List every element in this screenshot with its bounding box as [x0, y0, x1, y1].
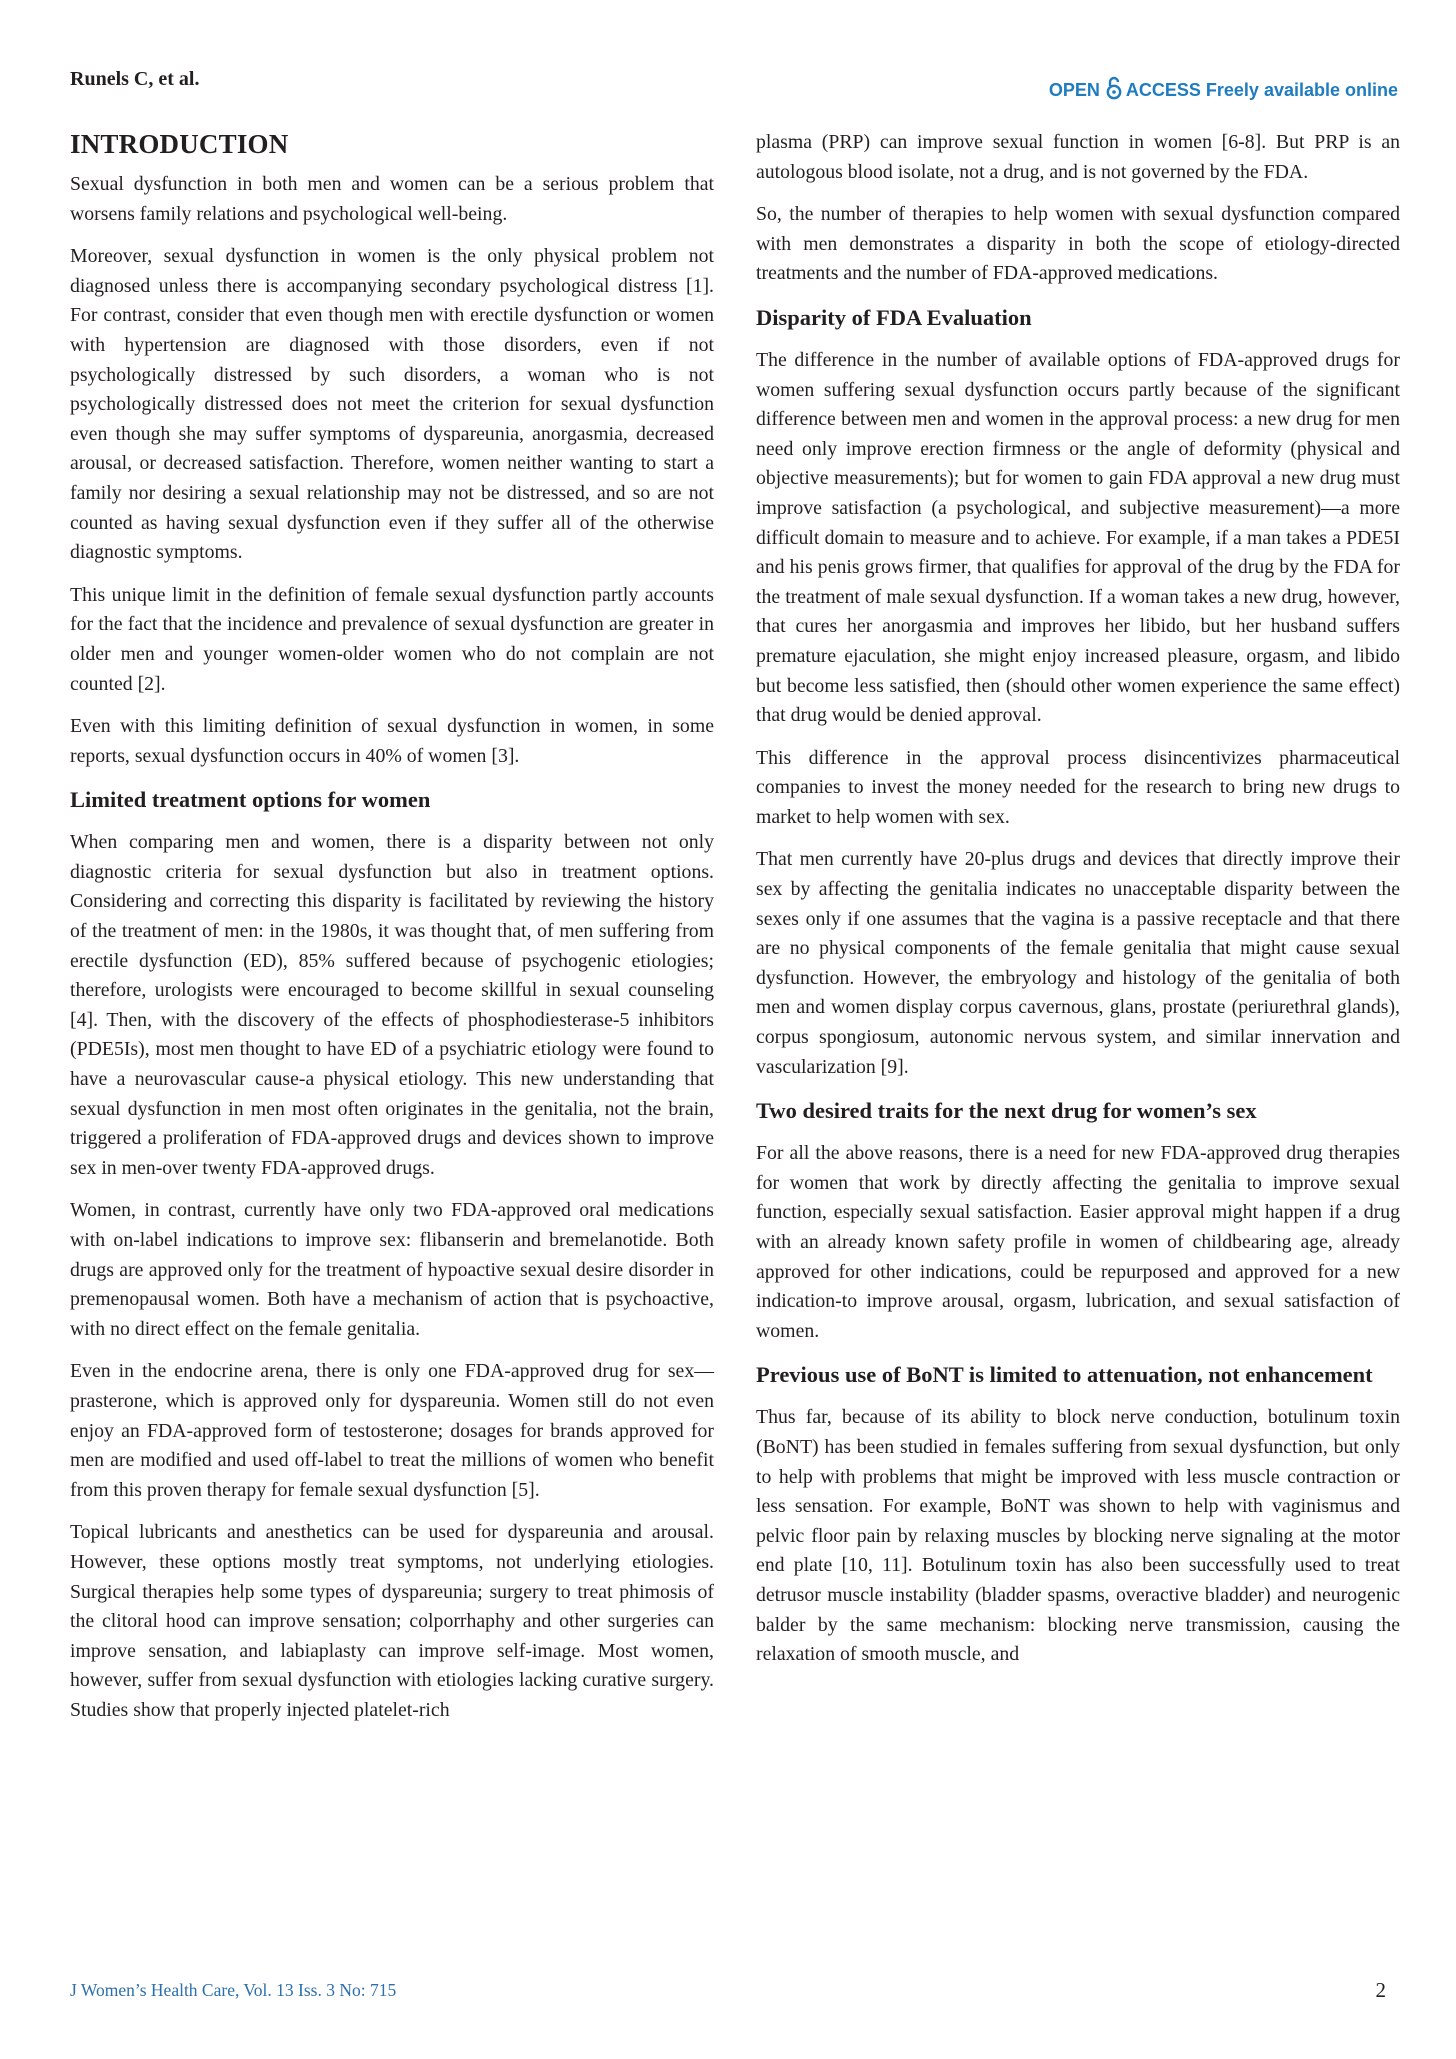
paragraph: plasma (PRP) can improve sexual function in women [6-8]. But PRP is an autologous blood isolate, not a drug, and is not governed by the FDA.	[756, 131, 1400, 183]
paragraph: Sexual dysfunction in both men and women can be a serious problem that worsens family relations and psychological well-being.	[70, 173, 714, 225]
paragraph: Moreover, sexual dysfunction in women is the only physical problem not diagnosed unless there is accompanying secondary psychological distress [1]. For contrast, consider that even though men with erectile dysfunction or women with hypertension are diagnosed with those disorders, even if not psychologically distressed by such disorders, a woman who is not psychologically distressed does not meet the criterion for sexual dysfunction even though she may suffer symptoms of dyspareunia, anorgasmia, decreased arousal, or decreased satisfaction. Therefore, women neither wanting to start a family nor desiring a sexual relationship may not be distressed, and so are not counted as having sexual dysfunction even if they suffer all of the otherwise diagnostic symptoms.	[70, 245, 714, 564]
paragraph: So, the number of therapies to help women with sexual dysfunction compared with men demonstrates a disparity in both the scope of etiology-directed treatments and the number of FDA-approved medications.	[756, 203, 1400, 285]
limited-treatment-heading: Limited treatment options for women	[70, 787, 431, 813]
left-column	[70, 128, 714, 1739]
paragraph: Even with this limiting definition of sexual dysfunction in women, in some reports, sexual dysfunction occurs in 40% of women [3].	[70, 715, 714, 767]
right-column	[756, 128, 1400, 1683]
footer-journal-citation: J Women’s Health Care, Vol. 13 Iss. 3 No: 715	[70, 1980, 397, 2000]
paragraph: For all the above reasons, there is a need for new FDA-approved drug therapies for women that work by directly affecting the genitalia to improve sexual function, especially sexual satisfaction. Easier approval might happen if a drug with an already known safety profile in women of childbearing age, already approved for other indications, could be repurposed and approved for a new indication-to improve arousal, orgasm, lubrication, and sexual satisfaction of women.	[756, 1142, 1400, 1342]
paragraph: When comparing men and women, there is a disparity between not only diagnostic criteria for sexual dysfunction but also in treatment options. Considering and correcting this disparity is facilitated by reviewing the history of the treatment of men: in the 1980s, it was thought that, of men suffering from erectile dysfunction (ED), 85% suffered because of psychogenic etiologies; therefore, urologists were encouraged to become skillful in sexual counseling [4]. Then, with the discovery of the effects of phosphodiesterase-5 inhibitors (PDE5Is), most men thought to have ED of a psychiatric etiology were found to have a neurovascular cause-a physical etiology. This new understanding that sexual dysfunction in men most often originates in the genitalia, not the brain, triggered a proliferation of FDA-approved drugs and devices shown to improve sex in men-over twenty FDA-approved drugs.	[70, 831, 714, 1179]
paragraph: That men currently have 20-plus drugs and devices that directly improve their sex by affecting the genitalia indicates no unacceptable disparity between the sexes only if one assumes that the vagina is a passive receptacle and that there are no physical components of the female genitalia that might cause sexual dysfunction. However, the embryology and histology of the genitalia of both men and women display corpus cavernous, glans, prostate (periurethral glands), corpus spongiosum, autonomic nervous system, and similar innervation and vascularization [9].	[756, 848, 1400, 1078]
paragraph: Even in the endocrine arena, there is only one FDA-approved drug for sex—prasterone, which is approved only for dyspareunia. Women still do not even enjoy an FDA-approved form of testosterone; dosages for brands approved for men are modified and used off-label to treat the millions of women who benefit from this proven therapy for female sexual dysfunction [5].	[70, 1360, 714, 1501]
page-number: 2	[1375, 1978, 1386, 2002]
introduction-heading: INTRODUCTION	[70, 129, 289, 159]
bont-heading: Previous use of BoNT is limited to attenuation, not enhancement	[756, 1362, 1373, 1388]
open-lock-icon	[1106, 76, 1122, 105]
paragraph: Topical lubricants and anesthetics can be used for dyspareunia and arousal. However, these options mostly treat symptoms, not underlying etiologies. Surgical therapies help some types of dyspareunia; surgery to treat phimosis of the clitoral hood can improve sensation; colporrhaphy and other surgeries can improve sensation, and labiaplasty can improve self-image. Most women, however, suffer from sexual dysfunction with etiologies lacking curative surgery. Studies show that properly injected platelet-rich	[70, 1521, 714, 1721]
paragraph: Women, in contrast, currently have only two FDA-approved oral medications with on-label indications to improve sex: flibanserin and bremelanotide. Both drugs are approved only for the treatment of hypoactive sexual desire disorder in premenopausal women. Both have a mechanism of action that is psychoactive, with no direct effect on the female genitalia.	[70, 1199, 714, 1340]
open-access-badge[interactable]	[1049, 76, 1398, 105]
open-access-open-label: OPEN	[1048, 80, 1100, 100]
paragraph: This difference in the approval process disincentivizes pharmaceutical companies to invest the money needed for the research to bring new drugs to market to help women with sex.	[756, 746, 1400, 828]
paragraph: Thus far, because of its ability to block nerve conduction, botulinum toxin (BoNT) has been studied in females suffering from sexual dysfunction, but only to help with problems that might be improved with less muscle contraction or less sensation. For example, BoNT was shown to help with vaginismus and pelvic floor pain by relaxing muscles by blocking nerve signaling at the motor end plate [10, 11]. Botulinum toxin has also been successfully used to treat detrusor muscle instability (bladder spasms, overactive bladder) and neurogenic balder by the same mechanism: blocking nerve transmission, causing the relaxation of smooth muscle, and	[756, 1406, 1400, 1666]
paragraph: The difference in the number of available options of FDA-approved drugs for women suffering sexual dysfunction occurs partly because of the significant difference between men and women in the approval process: a new drug for men need only improve erection firmness or the angle of deformity (physical and objective measurements); but for women to gain FDA approval a new drug must improve satisfaction (a psychological, and subjective measurement)—a more difficult domain to measure and to achieve. For example, if a man takes a PDE5I and his penis grows firmer, that qualifies for approval of the drug by the FDA for the treatment of male sexual dysfunction. If a woman takes a new drug, however, that cures her anorgasmia and improves her libido, but her husband suffers premature ejaculation, she might enjoy increased pleasure, orgasm, and libido but become less satisfied, then (should other women experience the same effect) that drug would be denied approval.	[756, 348, 1400, 727]
open-access-label: ACCESS Freely available online	[1125, 80, 1398, 100]
paragraph: This unique limit in the definition of female sexual dysfunction partly accounts for the fact that the incidence and prevalence of sexual dysfunction are greater in older men and younger women-older women who do not complain are not counted [2].	[70, 583, 714, 695]
disparity-fda-heading: Disparity of FDA Evaluation	[756, 304, 1032, 330]
running-head-authors: Runels C, et al.	[70, 68, 200, 90]
desired-traits-heading: Two desired traits for the next drug for women’s sex	[756, 1098, 1257, 1124]
